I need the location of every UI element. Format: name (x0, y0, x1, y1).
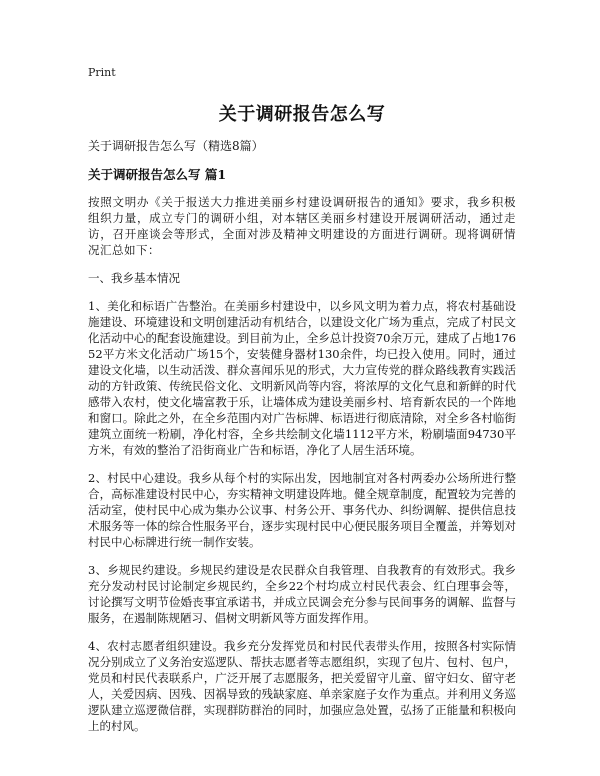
body-paragraph: 2、村民中心建设。我乡从每个村的实际出发，因地制宜对各村两委办公场所进行整合，高标准建设村民中心，夯实精神文明建设阵地。健全规章制度，配置较为完善的活动室，使村民中心成为集办公议事、村务公开、事务代办、纠纷调解、提供信息技术服务等一体的综合性服务平台，逐步实现村民中心便民服务项目全覆盖，并筹划对村民中心标牌进行统一制作安装。 (88, 471, 516, 549)
document-subtitle: 关于调研报告怎么写（精选8篇） (88, 139, 264, 153)
page-title: 关于调研报告怎么写 (218, 104, 386, 125)
body-paragraph: 1、美化和标语广告整治。在美丽乡村建设中，以乡风文明为着力点，将农村基础设施建设、环境建设和文明创建活动有机结合，以建设文化广场为重点，完成了村民文化活动中心的配套设施建设。到目前为止，全乡总计投资70余万元，建成了占地17652平方米文化活动广场15个，安装健身器材130余件，均已投入使用。同时，通过建设文化墙，以生动活泼、群众喜闻乐见的形式，大力宣传党的群众路线教育实践活动的方针政策、传统民俗文化、文明新风尚等内容，将浓厚的文化气息和新鲜的时代感带入农村，使文化墙富教于乐，让墙体成为建设美丽乡村、培育新农民的一个阵地和窗口。除此之外，在全乡范围内对广告标牌、标语进行彻底清除，对全乡各村临街建筑立面统一粉刷，净化村容，全乡共绘制文化墙1112平方米，粉刷墙面94730平方米，有效的整治了沿街商业广告和标语，净化了人居生活环境。 (88, 299, 516, 457)
body-paragraph: 4、农村志愿者组织建设。我乡充分发挥党员和村民代表带头作用，按照各村实际情况分别成立了义务治安巡逻队、帮扶志愿者等志愿组织，实现了包片、包村、包户，党员和村民代表联系户，广泛开展了志愿服务，把关爱留守儿童、留守妇女、留守老人，关爱因病、因残、因祸导致的残缺家庭、单亲家庭子女作为重点。并利用义务巡逻队建立巡逻微信群，实现群防群治的同时，加强应急处置，弘扬了正能量和积极向上的村风。 (88, 639, 516, 733)
document-page (88, 66, 516, 746)
section-heading: 一、我乡基本情况 (88, 271, 180, 285)
print-link[interactable]: Print (88, 66, 116, 79)
body-paragraph: 3、乡规民约建设。乡规民约建设是农民群众自我管理、自我教育的有效形式。我乡充分发动村民讨论制定乡规民约，全乡22个村均成立村民代表会、红白理事会等，讨论撰写文明节俭婚丧事宜承诺书，并成立民调会充分参与民间事务的调解、监督与服务，在遏制陈规陋习、倡树文明新风等方面发挥作用。 (88, 563, 516, 625)
intro-paragraph: 按照文明办《关于报送大力推进美丽乡村建设调研报告的通知》要求，我乡积极组织力量，成立专门的调研小组，对本辖区美丽乡村建设开展调研活动，通过走访，召开座谈会等形式，全面对涉及精神文明建设的方面进行调研。现将调研情况汇总如下： (88, 195, 516, 257)
section-title: 关于调研报告怎么写 篇1 (88, 167, 227, 182)
